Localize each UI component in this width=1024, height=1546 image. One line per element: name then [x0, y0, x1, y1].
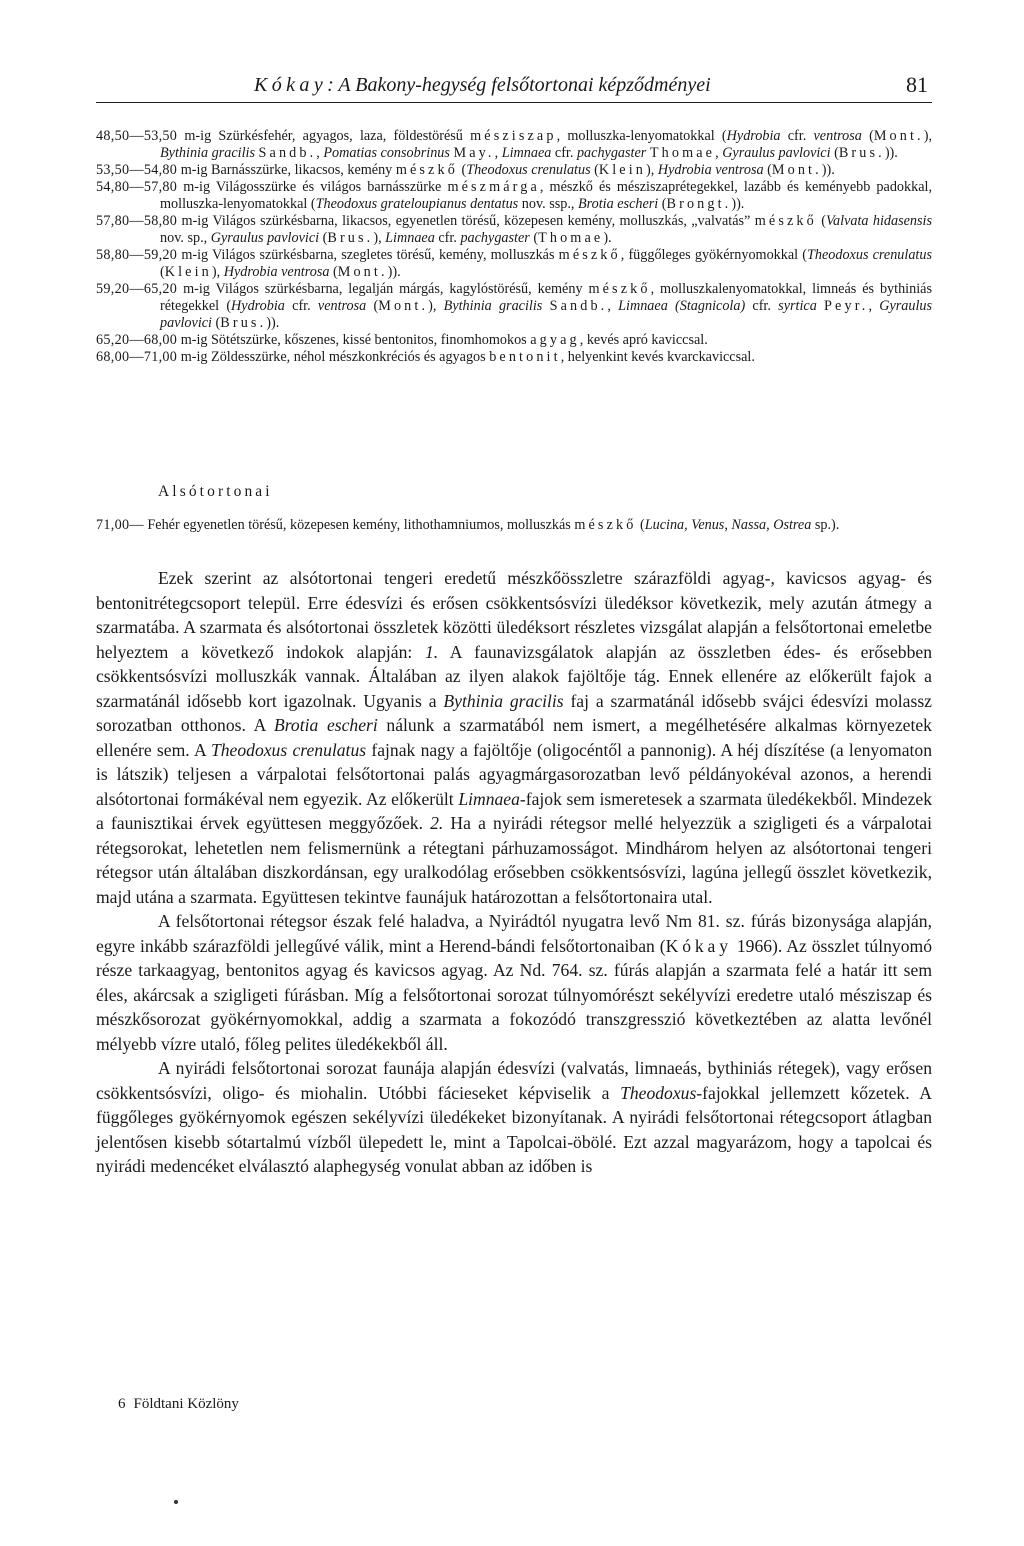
text-run: , mészkő és mésziszaprétegekkel, lazább és keményebb padokkal, molluszka-lenyomatokkal (	[160, 179, 932, 212]
text-run: -fajok sem ismeretesek a szarmata üledékekből. Mindezek a faunisztikai érvek együttesen meggyőzőek.	[96, 788, 932, 833]
depth-range: 53,50—54,80	[96, 162, 178, 178]
depth-range: 58,80—59,20	[96, 247, 178, 263]
italic-text: Hydrobia	[231, 298, 285, 314]
stray-mark	[174, 1500, 178, 1504]
spaced-text: mészkő	[754, 213, 817, 229]
text-run: cfr.	[780, 128, 814, 144]
italic-text: 2.	[430, 813, 444, 833]
text-run: ),	[373, 230, 386, 246]
log-entry	[96, 281, 932, 332]
italic-text: Theodoxus grateloupianus dentatus	[315, 196, 519, 212]
text-run: (	[457, 162, 467, 178]
text-run: ),	[428, 298, 444, 314]
depth-range: 68,00—71,00	[96, 349, 178, 365]
spaced-text: Sandb.	[549, 298, 608, 314]
spaced-text: Thomae	[649, 145, 716, 161]
text-run	[542, 298, 549, 314]
spaced-text: Mont.	[873, 128, 924, 144]
section-heading: Alsótortonai	[158, 483, 273, 500]
text-run: , helyenkint kevés kvarckaviccsal.	[560, 349, 755, 365]
spaced-text: Mont.	[378, 298, 429, 314]
text-run: A faunavizsgálatok alapján az összletben édes- és erősebben csökkentsósvízi molluszkák vannak. Általában az ilyen alakok fajöltője tág. Ennek ellenére az előkerült fajok a szarmatánál idősebb kort igazolnak. Ugyanis a	[96, 641, 932, 711]
spaced-text: Kókay	[665, 935, 732, 956]
text-run: (	[366, 298, 379, 314]
log-entry	[96, 517, 932, 534]
text-run: (	[830, 145, 839, 161]
text-run: A nyirádi felsőtortonai sorozat faunája alapján édesvízi (valvatás, limnaeás, bythiniás rétegek), vagy erősen csökkentsósvízi, oligo- és miohalin. Utóbbi fácieseket képviselik a	[96, 1058, 932, 1103]
text-run: )).	[266, 315, 280, 331]
spaced-text: Brongt.	[666, 196, 732, 212]
text-run: Ezek szerint az alsótortonai tengeri eredetű mészkőösszletre szárazföldi agyag-, kavicsos agyag- és bentonitrétegcsoport települ. Erre édesvízi és erősen csökkentsósvízi üledéksor következik, mely azután átmegy a szarmatába. A szarmata és alsótortonai összletek közötti üledéksort részletes vizsgálat alapján a felsőtortonai emeletbe helyeztem a következő indokok alapján:	[96, 568, 932, 662]
italic-text: Theodoxus crenulatus	[466, 162, 591, 178]
footer-journal: Földtani Közlöny	[133, 1396, 239, 1412]
spaced-text: mészkő	[558, 247, 621, 263]
spaced-text: Brus.	[327, 230, 374, 246]
italic-text: pachygaster	[576, 145, 647, 161]
paragraph	[96, 566, 932, 909]
running-title	[254, 74, 711, 97]
text-run: (	[329, 264, 338, 280]
text-run: nov. sp.,	[160, 230, 211, 246]
spaced-text: Mont.	[771, 162, 822, 178]
text-run: Ha a nyirádi rétegsor mellé helyezzük a szigligeti és a várpalotai rétegsorokat, lehetetlen nem felismernünk a rétegtani párhuzamosságot. Mindhárom helyen az alsótortonai tengeri rétegsor után általában diszkordánsan, egy uralkodólag erősebben csökkentsósvízi, lagúna jellegű összlet következik, majd utána a szarmata. Együttesen tekintve faunájuk határozottan a felsőtortonaira utal.	[96, 813, 932, 907]
spaced-text: agyag	[530, 332, 580, 348]
header-author: Kókay	[254, 74, 328, 96]
text-run: m-ig Világos szürkésbarna, legalján márgás, kagylóstörésű, kemény	[177, 281, 589, 297]
text-run: ),	[923, 128, 933, 144]
italic-text: Lucina, Venus, Nassa, Ostrea	[644, 517, 812, 533]
italic-text: Gyraulus pavlovici	[160, 298, 933, 331]
text-run: ,	[715, 145, 723, 161]
log-entry	[96, 332, 932, 349]
running-header	[96, 72, 932, 103]
text-run: )).	[387, 264, 401, 280]
paragraph	[96, 909, 932, 1056]
log-entry	[96, 162, 932, 179]
text-run: (	[529, 230, 539, 246]
text-run: )).	[821, 162, 835, 178]
text-run: (	[658, 196, 667, 212]
text-run: ,	[316, 145, 324, 161]
depth-range: 48,50—53,50	[96, 128, 178, 144]
log-entry	[96, 179, 932, 213]
spaced-text: Klein	[164, 264, 212, 280]
footer-number: 6	[118, 1396, 126, 1412]
text-run: ),	[646, 162, 658, 178]
italic-text: Valvata hidasensis	[825, 213, 932, 229]
italic-text: Limnaea	[458, 788, 520, 809]
italic-text: ventrosa	[317, 298, 367, 314]
text-run: m-ig Világos szürkésbarna, szegletes törésű, kemény, molluszkás	[177, 247, 559, 263]
italic-text: Gyraulus pavlovici	[722, 145, 831, 161]
text-run: m-ig Zöldesszürke, néhol mészkonkréciós és agyagos	[177, 349, 490, 365]
borehole-log	[96, 128, 932, 366]
text-run: -fajokkal jellemzett kőzetek. A függőleges gyökérnyomok egészen sekélyvízi üledékeket bizonyítanak. A nyirádi felsőtortonai rétegcsoport átlagban jelentősen kisebb sótartalmú vízből ülepedett le, mint a Tapolcai-öbölé. Ezt azzal magyarázom, hogy a tapolcai és nyirádi medencéket elválasztó alaphegység vonulat abban az időben is	[96, 1082, 932, 1176]
text-run: ).	[603, 230, 612, 246]
italic-text: Theodoxus	[620, 1082, 697, 1103]
text-run: cfr.	[551, 145, 577, 161]
italic-text: Bythinia gracilis	[443, 298, 543, 314]
depth-range: 59,20—65,20	[96, 281, 178, 297]
text-run: cfr.	[745, 298, 779, 314]
text-run: ),	[211, 264, 224, 280]
text-run: m-ig Barnásszürke, likacsos, kemény	[177, 162, 396, 178]
text-run: (	[816, 213, 826, 229]
text-run: ,	[494, 145, 502, 161]
italic-text: Brotia escheri	[577, 196, 659, 212]
spaced-text: mészkő	[395, 162, 458, 178]
log-entry	[96, 349, 932, 366]
text-run: , kevés apró kaviccsal.	[579, 332, 708, 348]
lower-tortonian-entry	[96, 517, 932, 534]
text-run: (	[160, 264, 165, 280]
text-run: 1966). Az összlet túlnyomó része tarkaagyag, bentonitos agyag és kavicsos agyag. Az Nd. 764. sz. fúrás alapján a szarmata felé a határ itt sem éles, akárcsak a szigligeti fúrásban. Míg a felsőtortonai sorozat túlnyomórészt sekélyvízi eredetre utaló mésziszap és mészkősorozat gyökérnyomokkal, addig a szarmata a fokozódó transzgresszió következtében az alatta levőnél mélyebb vízre utaló, főleg pelites üledékekből áll.	[96, 935, 932, 1054]
text-run: (	[212, 315, 221, 331]
spaced-text: Thomae	[538, 230, 604, 246]
text-run	[817, 298, 824, 314]
log-entry	[96, 247, 932, 281]
depth-range: 54,80—57,80	[96, 179, 178, 195]
text-run: m-ig Sötétszürke, kőszenes, kissé bentonitos, finomhomokos	[177, 332, 531, 348]
spaced-text: Brus.	[220, 315, 267, 331]
text-run: , molluszkalenyomatokkal, limneás és bythiniás rétegekkel (	[160, 281, 932, 314]
italic-text: Limnaea	[385, 230, 435, 246]
spaced-text: mészmárga	[447, 179, 540, 195]
text-run: nálunk a szarmatából nem ismert, a megélhetésére alkalmas környezetek ellenére sem. A	[96, 715, 932, 760]
spaced-text: Sandb.	[258, 145, 317, 161]
text-run: Fehér egyenetlen törésű, közepesen kemény, lithothamniumos, molluszkás	[143, 517, 575, 533]
italic-text: Hydrobia ventrosa	[223, 264, 330, 280]
spaced-text: Mont.	[337, 264, 388, 280]
text-run: (	[319, 230, 328, 246]
spaced-text: Klein	[598, 162, 647, 178]
text-run: ,	[607, 298, 619, 314]
italic-text: Limnaea	[501, 145, 552, 161]
spaced-text: bentonit	[489, 349, 561, 365]
body-text	[96, 566, 932, 1179]
log-entry	[96, 213, 932, 247]
italic-text: 1.	[424, 641, 439, 662]
text-run: ,	[868, 298, 880, 314]
text-run: sp.).	[811, 517, 840, 533]
text-run: , molluszka-lenyomatokkal (	[556, 128, 727, 144]
italic-text: Theodoxus crenulatus	[210, 739, 367, 760]
depth-range: 71,00—	[96, 517, 144, 533]
header-title: : A Bakony-hegység felsőtortonai képződményei	[327, 74, 711, 96]
italic-text: Gyraulus pavlovici	[210, 230, 320, 246]
depth-range: 65,20—68,00	[96, 332, 178, 348]
text-run: cfr.	[434, 230, 461, 246]
spaced-text: May.	[453, 145, 495, 161]
spaced-text: Peyr.	[824, 298, 869, 314]
spaced-text: mészkő	[574, 517, 637, 533]
text-run: )).	[884, 145, 898, 161]
italic-text: Theodoxus crenulatus	[806, 247, 932, 263]
text-run: m-ig Szürkésfehér, agyagos, laza, földestörésű	[177, 128, 471, 144]
paragraph	[96, 1056, 932, 1179]
italic-text: Bythinia gracilis	[160, 145, 255, 161]
italic-text: Limnaea (Stagnicola)	[618, 298, 746, 314]
italic-text: Hydrobia	[726, 128, 781, 144]
text-run: (	[861, 128, 874, 144]
footer-signature	[118, 1396, 239, 1413]
text-run: (	[763, 162, 772, 178]
page-number: 81	[906, 72, 928, 97]
italic-text: Pomatias consobrinus	[323, 145, 450, 161]
text-run: (	[590, 162, 599, 178]
text-run: cfr.	[284, 298, 318, 314]
spaced-text: Brus.	[838, 145, 885, 161]
italic-text: pachygaster	[460, 230, 530, 246]
text-run: m-ig Világos szürkésbarna, likacsos, egyenetlen törésű, közepesen kemény, molluszkás, „valvatás”	[177, 213, 755, 229]
log-entry	[96, 128, 932, 162]
text-run: m-ig Világosszürke és világos barnásszürke	[177, 179, 448, 195]
text-run: fajnak nagy a fajöltője (oligocéntől a pannonig). A héj díszítése (a lenyomaton is látszik) teljesen a várpalotai felsőtortonai palás agyagmárgasorozatban levő példányokéval azonos, a herendi alsótortonai formákéval nem egyezik. Az előkerült	[96, 739, 932, 809]
text-run: faj a szarmatánál idősebb svájci édesvízi molassz sorozatban otthonos. A	[96, 690, 932, 735]
spaced-text: mészkő	[588, 281, 651, 297]
italic-text: Hydrobia ventrosa	[657, 162, 764, 178]
italic-text: syrtica	[778, 298, 817, 314]
depth-range: 57,80—58,80	[96, 213, 178, 229]
text-run: nov. ssp.,	[518, 196, 578, 212]
text-run: , függőleges gyökérnyomokkal (	[620, 247, 807, 263]
text-run: A felsőtortonai rétegsor észak felé haladva, a Nyirádtól nyugatra levő Nm 81. sz. fúrás bizonysága alapján, egyre inkább szárazföldi jellegűvé válik, mint a Herend-bándi felsőtortonaiban (	[96, 911, 932, 956]
spaced-text: mésziszap	[470, 128, 557, 144]
italic-text: Bythinia gracilis	[443, 690, 564, 711]
text-run: (	[636, 517, 645, 533]
italic-text: Brotia escheri	[273, 715, 378, 735]
text-run: )).	[731, 196, 745, 212]
italic-text: ventrosa	[813, 128, 862, 144]
